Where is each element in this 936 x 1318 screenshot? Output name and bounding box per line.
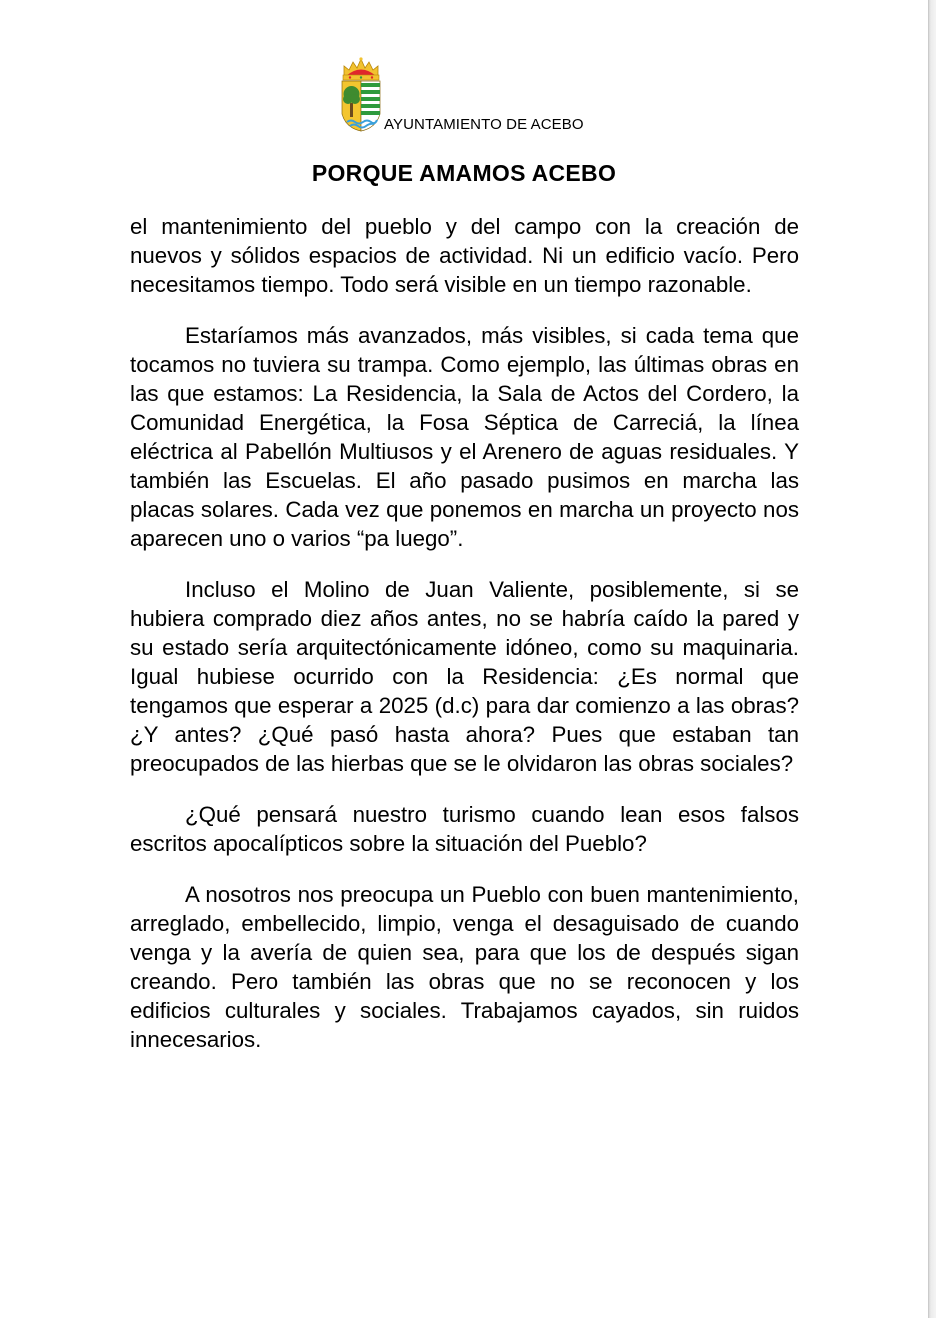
- organization-name: AYUNTAMIENTO DE ACEBO: [384, 116, 584, 133]
- paragraph: ¿Qué pensará nuestro turismo cuando lean esos falsos escritos apocalípticos sobre la situación del Pueblo?: [130, 802, 799, 856]
- paragraph: el mantenimiento del pueblo y del campo con la creación de nuevos y sólidos espacios de actividad. Ni un edificio vacío. Pero necesitamos tiempo. Todo será visible en un tiempo razonable.: [130, 214, 799, 297]
- letterhead: [338, 56, 638, 136]
- document-body: [130, 212, 799, 1076]
- page-edge-shadow: [928, 0, 936, 1318]
- document-title: PORQUE AMAMOS ACEBO: [311, 160, 617, 186]
- paragraph: A nosotros nos preocupa un Pueblo con buen mantenimiento, arreglado, embellecido, limpio, venga el desaguisado de cuando venga y la avería de quien sea, para que los de después sigan creando. Pero también las obras que no se reconocen y los edificios culturales y sociales. Trabajamos cayados, sin ruidos innecesarios.: [130, 882, 799, 1052]
- paragraph: Incluso el Molino de Juan Valiente, posiblemente, si se hubiera comprado diez años antes, no se habría caído la pared y su estado sería arquitectónicamente idóneo, como su maquinaria. Igual hubiese ocurrido con la Residencia: ¿Es normal que tengamos que esperar a 2025 (d.c) para dar comienzo a las obras? ¿Y antes? ¿Qué pasó hasta ahora? Pues que estaban tan preocupados de las hierbas que se le olvidaron las obras sociales?: [130, 577, 799, 776]
- municipal-coat-of-arms-icon: [338, 56, 384, 134]
- paragraph: Estaríamos más avanzados, más visibles, si cada tema que tocamos no tuviera su trampa. Como ejemplo, las últimas obras en las que estamos: La Residencia, la Sala de Actos del Cordero, la Comunidad Energética, la Fosa Séptica de Carreciá, la línea eléctrica al Pabellón Multiusos y el Arenero de aguas residuales. Y también las Escuelas. El año pasado pusimos en marcha las placas solares. Cada vez que ponemos en marcha un proyecto nos aparecen uno o varios “pa luego”.: [130, 323, 799, 551]
